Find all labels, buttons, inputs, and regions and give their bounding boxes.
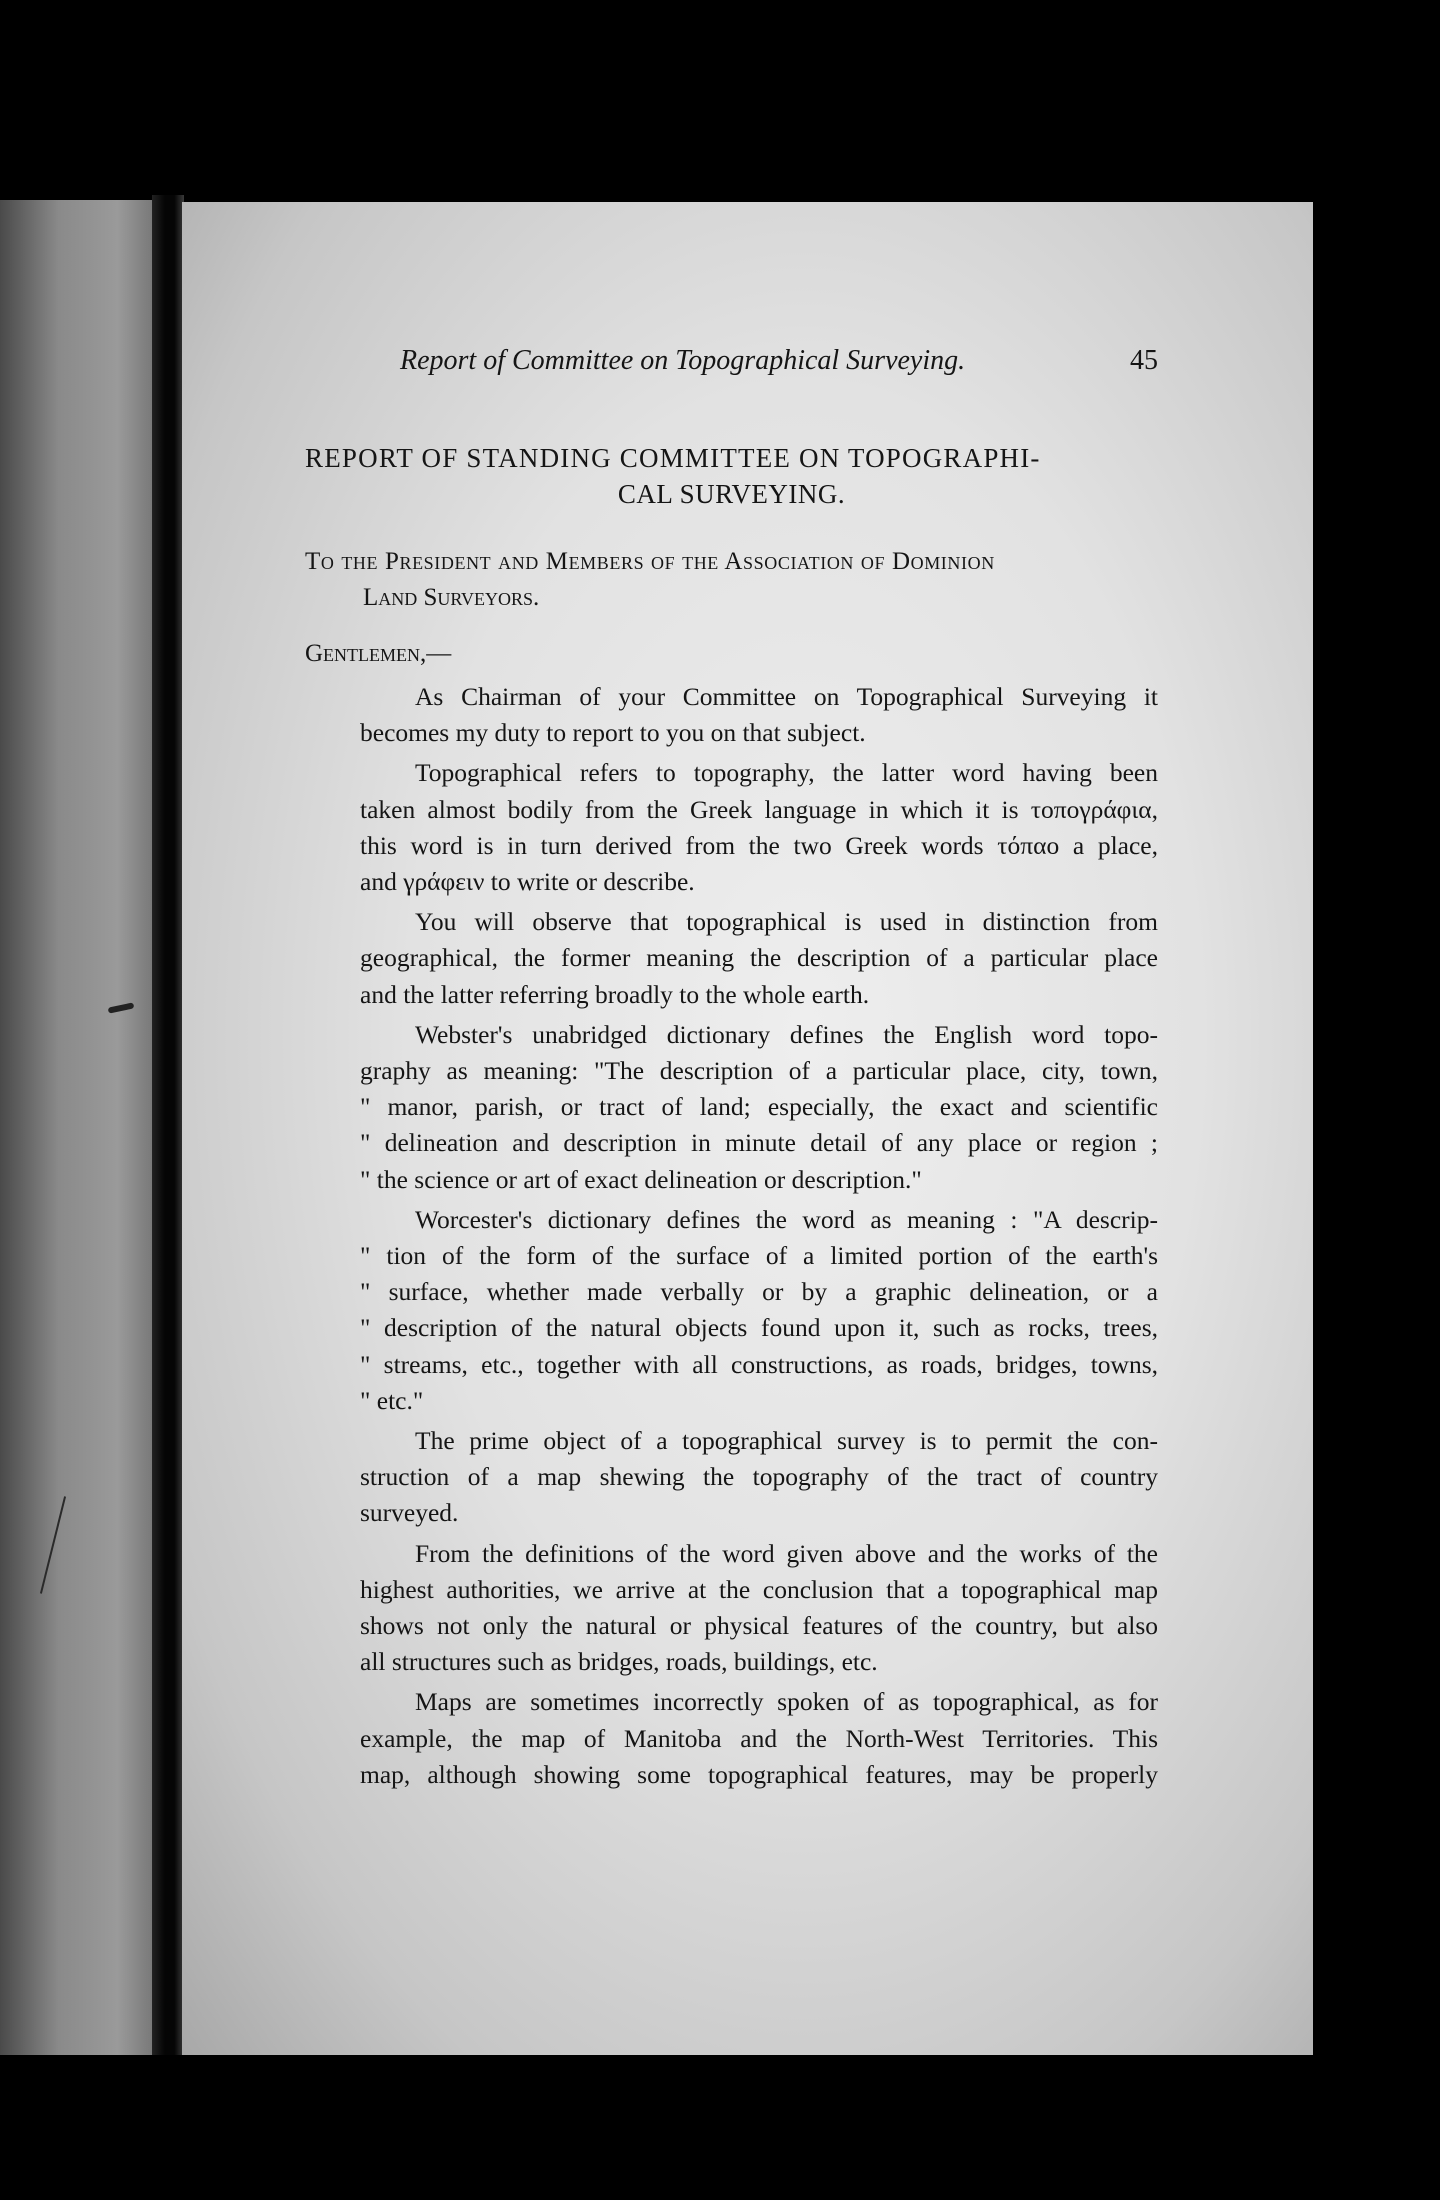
text-line: As Chairman of your Committee on Topographical Surveying it	[415, 682, 1158, 711]
binding-gutter	[152, 195, 184, 2055]
text-line: Maps are sometimes incorrectly spoken of as topographical, as for	[415, 1687, 1158, 1717]
text-line: becomes my duty to report to you on that subject.	[360, 718, 866, 748]
text-line: Webster's unabridged dictionary defines the English word topo-	[415, 1019, 1158, 1049]
text-line: graphy as meaning: "The description of a particular place, city, town,	[360, 1056, 1158, 1086]
text-line: " the science or art of exact delineation or description."	[360, 1164, 922, 1194]
text-line: and γράφειν to write or describe.	[360, 867, 695, 897]
text-line: example, the map of Manitoba and the North-West Territories. This	[360, 1723, 1158, 1753]
salutation: Gentlemen,—	[305, 640, 452, 667]
running-head-title: Report of Committee on Topographical Surveying.	[400, 345, 966, 376]
paragraph	[305, 1684, 1158, 1793]
address-line: To the President and Members of the Association of Dominion	[305, 548, 995, 575]
paragraph	[305, 904, 1158, 1013]
report-title-line: CAL SURVEYING.	[617, 479, 846, 509]
text-line: struction of a map shewing the topography of the tract of country	[360, 1462, 1158, 1492]
text-line: all structures such as bridges, roads, buildings, etc.	[360, 1647, 878, 1677]
paragraph	[305, 1423, 1158, 1532]
text-line: and the latter referring broadly to the whole earth.	[360, 979, 870, 1009]
facing-page-edge	[0, 200, 168, 2055]
text-line: shows not only the natural or physical features of the country, but also	[360, 1611, 1158, 1641]
text-line: You will observe that topographical is used in distinction from	[415, 907, 1158, 937]
paragraph	[305, 679, 1158, 751]
text-line: " streams, etc., together with all constructions, as roads, bridges, towns,	[360, 1349, 1158, 1379]
paragraph	[305, 755, 1158, 900]
text-line: " delineation and description in minute detail of any place or region ;	[360, 1128, 1158, 1158]
paragraph	[305, 1536, 1158, 1681]
text-line: map, although showing some topographical features, may be properly	[360, 1759, 1158, 1789]
page-number: 45	[1130, 345, 1158, 376]
text-line: surveyed.	[360, 1498, 459, 1528]
text-line: geographical, the former meaning the description of a particular place	[360, 943, 1158, 973]
text-line: " description of the natural objects found upon it, such as rocks, trees,	[360, 1313, 1158, 1343]
text-line: " manor, parish, or tract of land; especially, the exact and scientific	[360, 1092, 1158, 1122]
report-title	[305, 440, 1158, 512]
report-body	[305, 679, 1158, 1797]
text-line: " surface, whether made verbally or by a graphic delineation, or a	[360, 1277, 1158, 1307]
address-line: Land Surveyors.	[363, 584, 540, 611]
address-block	[305, 544, 1158, 616]
text-line: Topographical refers to topography, the latter word having been	[415, 758, 1158, 788]
paragraph	[305, 1017, 1158, 1198]
text-line: this word is in turn derived from the two Greek words τόπαο a place,	[360, 830, 1158, 860]
text-line: " tion of the form of the surface of a limited portion of the earth's	[360, 1241, 1158, 1271]
text-line: Worcester's dictionary defines the word as meaning : "A descrip-	[415, 1204, 1158, 1234]
text-line: The prime object of a topographical survey is to permit the con-	[415, 1426, 1158, 1456]
text-line: highest authorities, we arrive at the conclusion that a topographical map	[360, 1574, 1158, 1604]
report-title-line: REPORT OF STANDING COMMITTEE ON TOPOGRAPHI-	[305, 443, 1041, 473]
text-line: taken almost bodily from the Greek language in which it is τοπογράφια,	[360, 794, 1158, 824]
paragraph	[305, 1202, 1158, 1419]
text-line: " etc."	[360, 1385, 424, 1415]
text-line: From the definitions of the word given above and the works of the	[415, 1538, 1158, 1568]
